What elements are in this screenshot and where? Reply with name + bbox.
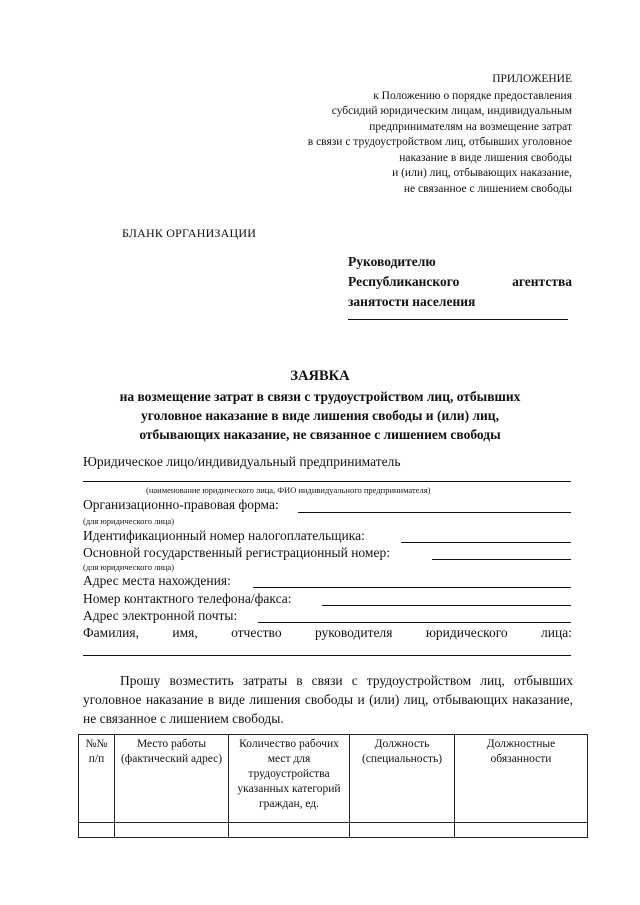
head-name-word: отчество: [231, 625, 282, 640]
table-cell[interactable]: [79, 823, 115, 838]
address-label: Адрес места нахождения:: [83, 573, 231, 588]
addressee-name-underline[interactable]: [348, 319, 568, 320]
appendix-line: наказание в виде лишения свободы: [399, 151, 572, 164]
table-header-cell: Количество рабочих мест для трудоустройства указанных категорий граждан, ед.: [229, 735, 350, 823]
org-form-input-line[interactable]: [298, 512, 571, 513]
subtitle-line: на возмещение затрат в связи с трудоустройством лиц, отбывших: [119, 389, 521, 404]
organization-letterhead-label: БЛАНК ОРГАНИЗАЦИИ: [122, 226, 257, 240]
org-form-hint: (для юридического лица): [83, 516, 175, 526]
head-name-word: имя,: [172, 625, 198, 640]
head-name-word: лица:: [541, 625, 572, 640]
appendix-line: и (или) лиц, отбывающих наказание,: [392, 167, 572, 179]
phone-label: Номер контактного телефона/факса:: [83, 591, 292, 606]
head-name-input-line[interactable]: [83, 655, 571, 656]
addressee-line-1: Руководителю: [348, 254, 436, 269]
appendix-line: субсидий юридическим лицам, индивидуальным: [331, 105, 572, 117]
head-name-label: [83, 625, 572, 641]
appendix-line: предпринимателям на возмещение затрат: [369, 120, 572, 133]
ogrn-input-line[interactable]: [432, 559, 571, 560]
subtitle-line: отбывающих наказание, не связанное с лишением свободы: [139, 427, 501, 442]
table-cell[interactable]: [455, 823, 588, 838]
org-form-label: Организационно-правовая форма:: [83, 497, 279, 512]
legal-entity-input-line[interactable]: [83, 481, 571, 482]
table-header-cell: Должность (специальность): [350, 735, 455, 823]
workplaces-table: [78, 734, 588, 838]
legal-entity-hint: (наименование юридического лица, ФИО индивидуального предпринимателя): [146, 485, 431, 495]
ogrn-hint: (для юридического лица): [83, 562, 175, 572]
email-input-line[interactable]: [258, 622, 571, 623]
request-paragraph: [83, 671, 573, 728]
table-header-row: [79, 735, 588, 823]
inn-input-line[interactable]: [401, 542, 571, 543]
table-row: [79, 823, 588, 838]
document-subtitle: [60, 387, 580, 444]
request-text: Прошу возместить затраты в связи с трудоустройством лиц, отбывших уголовное наказание в виде лишения свободы и (или) лиц, отбывающих наказание, не связанное с лишением свободы.: [83, 673, 573, 726]
inn-label: Идентификационный номер налогоплательщика:: [83, 528, 365, 543]
addressee-block: [348, 252, 572, 312]
phone-input-line[interactable]: [322, 605, 571, 606]
document-title: ЗАЯВКА: [290, 368, 350, 384]
head-name-word: руководителя: [314, 625, 393, 640]
head-name-word: Фамилия,: [83, 625, 139, 640]
email-label: Адрес электронной почты:: [83, 608, 238, 623]
appendix-line: к Положению о порядке предоставления: [373, 89, 572, 102]
ogrn-label: Основной государственный регистрационный номер:: [83, 545, 390, 560]
addressee-word: Республиканского: [348, 274, 460, 289]
table-cell[interactable]: [350, 823, 455, 838]
appendix-line: ПРИЛОЖЕНИЕ: [492, 73, 572, 85]
addressee-line-3: занятости населения: [348, 294, 476, 309]
appendix-line: не связанное с лишением свободы: [403, 182, 572, 195]
head-name-word: юридического: [425, 625, 508, 640]
addressee-line-2: [348, 272, 572, 292]
table-cell[interactable]: [115, 823, 229, 838]
legal-entity-label: Юридическое лицо/индивидуальный предприниматель: [83, 454, 401, 469]
address-input-line[interactable]: [253, 587, 571, 588]
subtitle-line: уголовное наказание в виде лишения свободы и (или) лиц,: [141, 408, 499, 423]
table-header-cell: №№ п/п: [79, 735, 115, 823]
table-header-cell: Должностные обязанности: [455, 735, 588, 823]
appendix-block: [252, 72, 572, 197]
appendix-line: в связи с трудоустройством лиц, отбывших уголовное: [307, 136, 572, 148]
addressee-word: агентства: [512, 274, 572, 289]
table-header-cell: Место работы (фактический адрес): [115, 735, 229, 823]
table-cell[interactable]: [229, 823, 350, 838]
